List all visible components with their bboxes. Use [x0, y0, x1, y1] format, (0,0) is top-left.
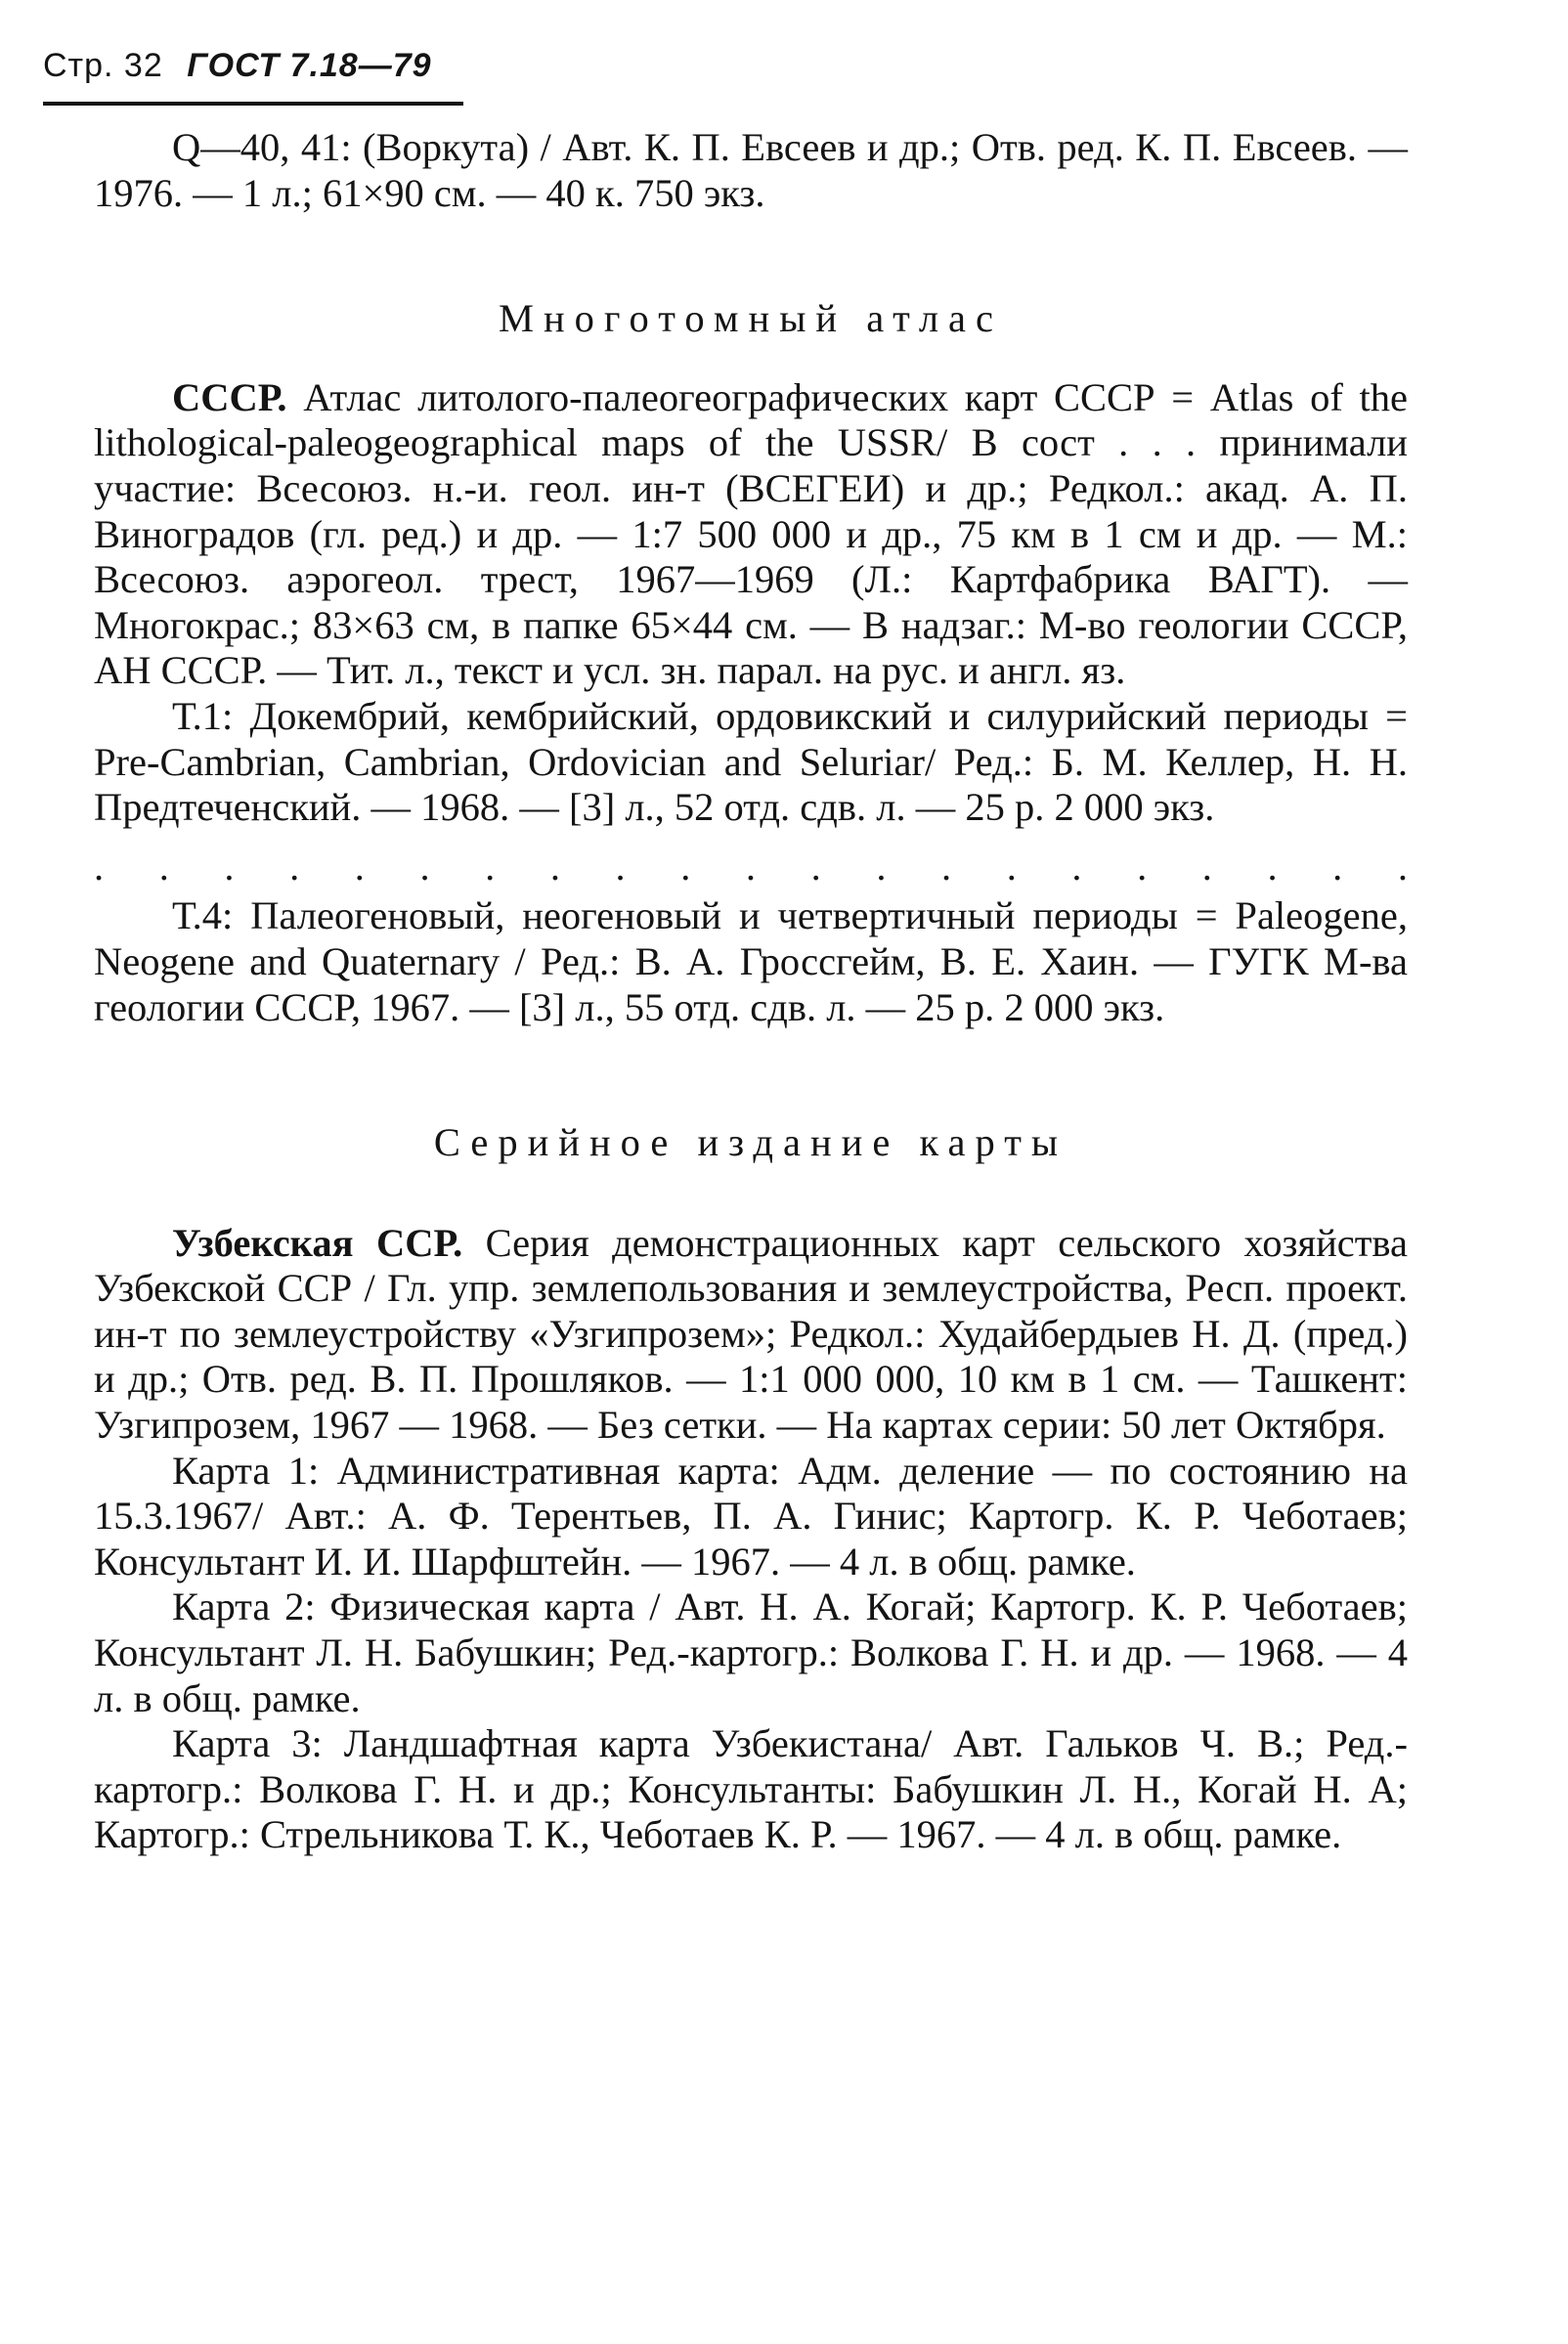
running-header [43, 47, 432, 85]
entry-map-1: Карта 1: Административная карта: Адм. деление — по состоянию на 15.3.1967/ Авт.: А. Ф. Терентьев, П. А. Гинис; Картогр. К. Р. Чеботаев; Консультант И. И. Шарфштейн. — 1967. — 4 л. в общ. рамке. [94, 1448, 1408, 1584]
entry-vorkuta: Q—40, 41: (Воркута) / Авт. К. П. Евсеев и др.; Отв. ред. К. П. Евсеев. — 1976. — 1 л.; 61×90 см. — 40 к. 750 экз. [94, 125, 1408, 215]
entry-text: Серия демонстрационных карт сельского хозяйства Узбекской ССР / Гл. упр. землепользования и землеустройства, Респ. проект. ин-т по землеустройству «Узгипрозем»; Редкол.: Худайбердыев Н. Д. (пред.) и др.; Отв. ред. В. П. Прошляков. — 1:1 000 000, 10 км в 1 см. — Ташкент: Узгипрозем, 1967 — 1968. — Без сетки. — На картах серии: 50 лет Октября. [94, 1220, 1408, 1448]
spacer [94, 216, 1408, 296]
entry-atlas-volume-1: Т.1: Докембрий, кембрийский, ордовикский и силурийский периоды = Pre-Cambrian, Cambrian, Ordovician and Seluriar/ Ред.: Б. М. Келлер, Н. Н. Предтеченский. — 1968. — [3] л., 52 отд. сдв. л. — 25 р. 2 000 экз. [94, 693, 1408, 830]
entry-lead: Узбекская ССР. [172, 1220, 463, 1265]
spacer [94, 1030, 1408, 1120]
section-heading-serial-edition: Серийное издание карты [433, 1120, 1068, 1165]
entry-atlas-ussr [94, 375, 1408, 694]
entry-atlas-volume-4: Т.4: Палеогеновый, неогеновый и четвертичный периоды = Paleogene, Neogene and Quaternary / Ред.: В. А. Гроссгейм, В. Е. Хаин. — ГУГК М-ва геологии СССР, 1967. — [3] л., 55 отд. сдв. л. — 25 р. 2 000 экз. [94, 893, 1408, 1029]
entry-text: Атлас литолого-палеогеографических карт СССР = Atlas of the lithological-paleogeographical maps of the USSR/ В сост . . . принимали участие: Всесоюз. н.-и. геол. ин-т (ВСЕГЕИ) и др.; Редкол.: акад. А. П. Виноградов (гл. ред.) и др. — 1:7 500 000 и др., 75 км в 1 см и др. — М.: Всесоюз. аэрогеол. трест, 1967—1969 (Л.: Картфабрика ВАГТ). — Многокрас.; 83×63 см, в папке 65×44 см. — В надзаг.: М-во геологии СССР, АН СССР. — Тит. л., текст и усл. зн. парал. на рус. и англ. яз. [94, 374, 1409, 693]
document-body [94, 125, 1408, 1858]
spacer [94, 342, 1408, 375]
ellipsis-row: . . . . . . . . . . . . . . . . . . . . . [94, 844, 1408, 889]
spacer [94, 1166, 1408, 1221]
section-heading-multivolume-atlas: Многотомный атлас [499, 296, 1003, 341]
entry-lead: СССР. [172, 374, 287, 419]
entry-map-3: Карта 3: Ландшафтная карта Узбекистана/ Авт. Гальков Ч. В.; Ред.-картогр.: Волкова Г. Н. и др.; Консультанты: Бабушкин Л. Н., Когай Н. А; Картогр.: Стрельникова Т. К., Чеботаев К. Р. — 1967. — 4 л. в общ. рамке. [94, 1721, 1408, 1857]
entry-uzbek-ssr-series [94, 1221, 1408, 1449]
page-number: Стр. 32 [43, 47, 163, 84]
entry-map-2: Карта 2: Физическая карта / Авт. Н. А. Когай; Картогр. К. Р. Чеботаев; Консультант Л. Н. Бабушкин; Ред.-картогр.: Волкова Г. Н. и др. — 1968. — 4 л. в общ. рамке. [94, 1584, 1408, 1720]
header-rule [43, 102, 463, 106]
gost-code: ГОСТ 7.18—79 [187, 47, 432, 84]
